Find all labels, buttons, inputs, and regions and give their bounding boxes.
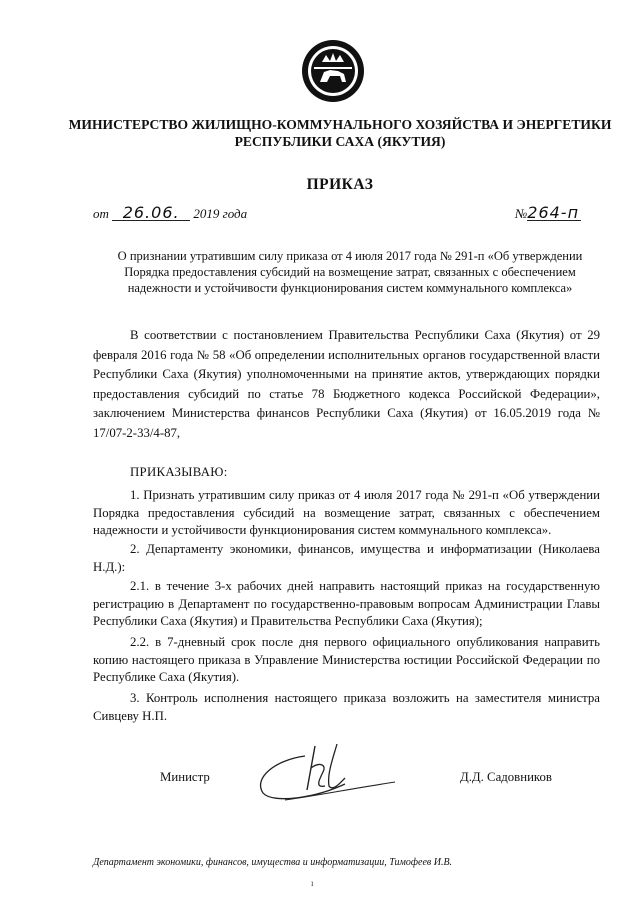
coat-of-arms-icon: [300, 38, 366, 104]
date-prefix: от: [93, 206, 109, 221]
number-handwritten: 264-п: [527, 206, 581, 221]
order-item-3: 3. Контроль исполнения настоящего приказа возложить на заместителя министра Сивцеву Н.П.: [93, 691, 600, 723]
ministry-name: [60, 116, 620, 150]
order-item-1: 1. Признать утратившим силу приказ от 4 июля 2017 года № 291-п «Об утверждении Порядка предоставления субсидий на возмещение затрат, связанных с обеспечением надежности и устойчивости функционирования систем коммунального комплекса».: [93, 488, 600, 538]
date-suffix: 2019 года: [193, 206, 248, 221]
order-subject: О признании утратившим силу приказа от 4 июля 2017 года № 291-п «Об утверждении Порядка предоставления субсидий на возмещение затрат, связанных с обеспечением надежности и устойчивости функционирования систем коммунального комплекса»: [117, 249, 583, 295]
signatory-name: Д.Д. Садовников: [460, 770, 552, 784]
handwritten-signature: [245, 738, 405, 808]
document-type-title: ПРИКАЗ: [306, 176, 374, 193]
preamble-paragraph: В соответствии с постановлением Правительства Республики Саха (Якутия) от 29 февраля 2016 года № 58 «Об определении исполнительных органов государственной власти Республики Саха (Якутия) уполномоченными на принятие актов, утверждающих порядки предоставления субсидий по статье 78 Бюджетного кодекса Российской Федерации», заключением Министерства финансов Республики Саха (Якутия) от 16.05.2019 года № 17/07-2-33/4-87,: [93, 328, 600, 440]
footer-mark: ı: [311, 878, 314, 888]
order-item-2: 2. Департаменту экономики, финансов, имущества и информатизации (Николаева Н.Д.):: [93, 542, 600, 574]
number-prefix: №: [515, 206, 528, 221]
document-number: [515, 203, 581, 222]
executor-footer: Департамент экономики, финансов, имущества и информатизации, Тимофеев И.В.: [93, 857, 453, 868]
ministry-name-line2: РЕСПУБЛИКИ САХА (ЯКУТИЯ): [234, 134, 446, 149]
document-date: [93, 203, 248, 222]
ministry-name-line1: МИНИСТЕРСТВО ЖИЛИЩНО-КОММУНАЛЬНОГО ХОЗЯЙСТВА И ЭНЕРГЕТИКИ: [68, 117, 612, 132]
date-handwritten: 26.06.: [112, 206, 190, 221]
order-keyword: ПРИКАЗЫВАЮ:: [130, 465, 228, 479]
order-item-2-2: 2.2. в 7-дневный срок после дня первого официального опубликования направить копию настоящего приказа в Управление Министерства юстиции Российской Федерации по Республике Саха (Якутия).: [93, 635, 600, 685]
signatory-position: Министр: [160, 770, 210, 784]
order-item-2-1: 2.1. в течение 3-х рабочих дней направить настоящий приказ на государственную регистрацию в Департамент по государственно-правовым вопросам Администрации Главы Республики Саха (Якутия) и Правительства Республики Саха (Якутия);: [93, 579, 600, 629]
